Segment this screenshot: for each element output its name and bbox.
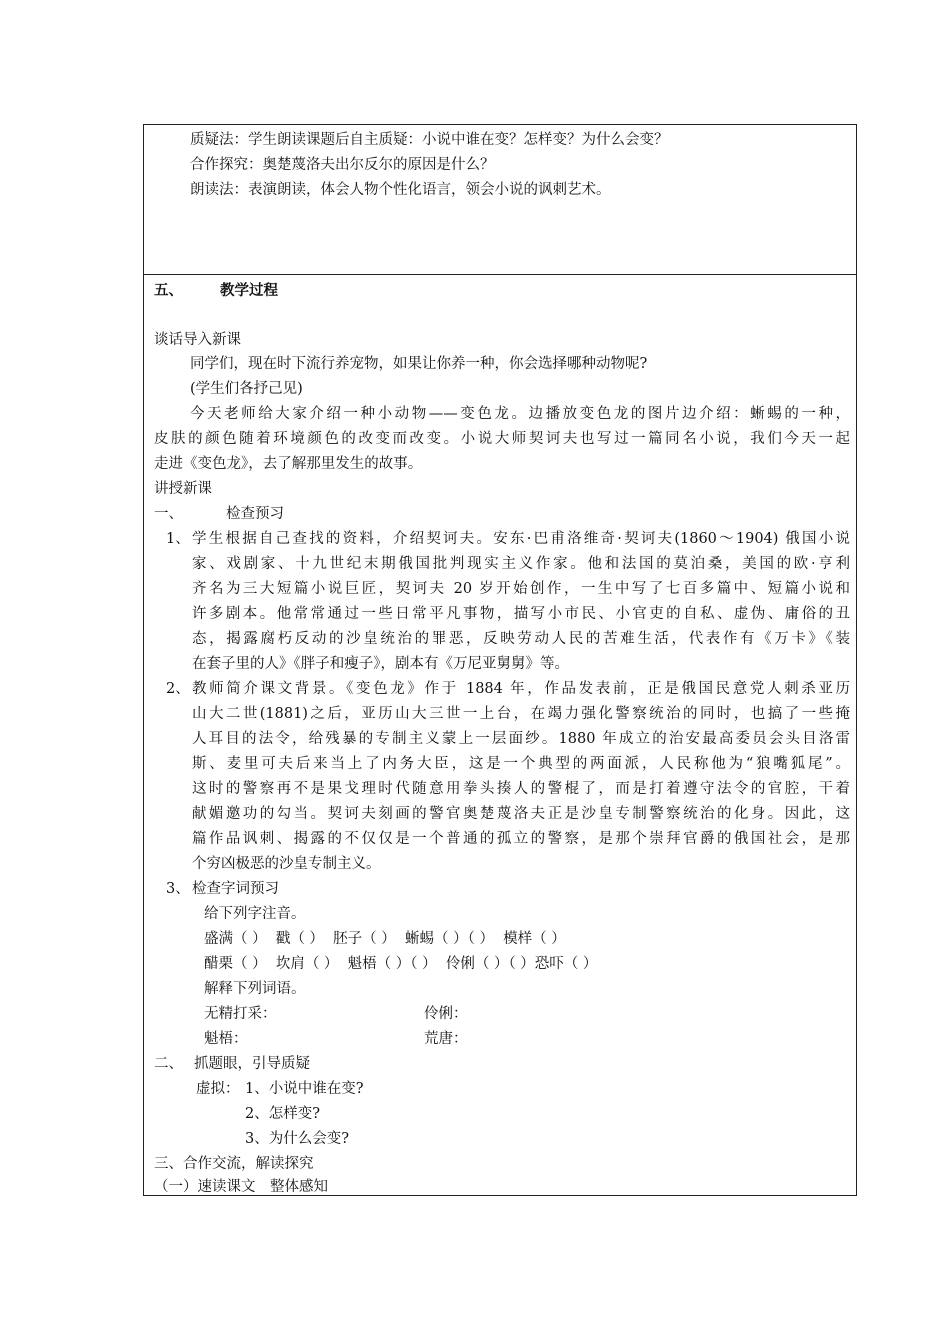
item2-line: 篇作品讽刺、揭露的不仅仅是一个普通的孤立的警察，是那个崇拜官爵的俄国社会，是那 [192, 831, 850, 847]
item2-line: 人耳目的法令，给残暴的专制主义蒙上一层面纱。1880 年成立的治安最高委员会头目洛雷 [192, 731, 850, 747]
section-title: 教学过程 [220, 282, 278, 299]
part3-subtitle: （一）速读课文 整体感知 [154, 1179, 328, 1195]
word-item: 荒唐： [424, 1031, 468, 1047]
item2-line: 斯、麦里可夫后来当上了内务大臣，这是一个典型的两面派，人民称他为“狼嘴狐尾”。 [192, 756, 850, 772]
item2-line: 这时的警察再不是果戈理时代随意用拳头揍人的警棍了，而是打着遵守法令的官腔，干着 [192, 781, 850, 797]
item1-number: 1、 [166, 531, 190, 547]
explain-prompt: 解释下列词语。 [204, 981, 306, 997]
word-item: 魁梧： [204, 1031, 248, 1047]
item2-line: 山大二世(1881)之后，亚历山大三世一上台，在竭力强化警察统治的同时，也搞了一些掩 [192, 706, 850, 722]
intro-paragraph-3-line: 走进《变色龙》，去了解那里发生的故事。 [154, 456, 423, 472]
item1-line: 学生根据自己查找的资料，介绍契诃夫。安东·巴甫洛维奇·契诃夫(1860～1904) 俄国小说 [192, 531, 850, 547]
word-item: 伶俐： [424, 1006, 468, 1022]
method-cooperation: 合作探究：奥楚蔑洛夫出尔反尔的原因是什么？ [190, 157, 495, 173]
lesson-plan-table [143, 124, 857, 1196]
item2-number: 2、 [166, 681, 190, 697]
question-item: 2、怎样变? [245, 1106, 320, 1122]
method-questioning: 质疑法：学生朗读课题后自主质疑：小说中谁在变？怎样变？为什么会变？ [190, 132, 669, 148]
part2-number: 二、 [154, 1056, 183, 1072]
word-item: 无精打采： [204, 1006, 277, 1022]
intro-heading: 谈话导入新课 [154, 332, 241, 348]
item2-line: 教师简介课文背景。《变色龙》作于 1884 年，作品发表前，正是俄国民意党人刺杀亚历 [192, 681, 850, 697]
item1-line: 态，揭露腐朽反动的沙皇统治的罪恶，反映劳动人民的苦难生活，代表作有《万卡》《装 [192, 631, 850, 647]
item3-number: 3、 [166, 881, 190, 897]
part1-title: 检查预习 [226, 506, 284, 522]
part2-title: 抓题眼，引导质疑 [194, 1056, 310, 1072]
pinyin-row-2: 醋栗（ ） 坎肩（ ） 魁梧（ ）（ ） 伶俐（ ）（ ）恐吓（ ） [204, 956, 598, 972]
part3-title: 三、合作交流，解读探究 [154, 1156, 314, 1172]
question-item: 1、小说中谁在变? [245, 1081, 364, 1097]
item1-line: 齐名为三大短篇小说巨匠，契诃夫 20 岁开始创作，一生中写了七百多篇中、短篇小说和 [192, 581, 850, 597]
item3-title: 检查字词预习 [192, 881, 279, 897]
item1-line: 许多剧本。他常常通过一些日常平凡事物，描写小市民、小官吏的自私、虚伪、庸俗的丑 [192, 606, 850, 622]
intro-paragraph-3-line: 皮肤的颜色随着环境颜色的改变而改变。小说大师契诃夫也写过一篇同名小说，我们今天一起 [154, 431, 850, 447]
pinyin-row-1: 盛满（ ） 戳（ ） 胚子（ ） 蜥蜴（ ）（ ） 模样（ ） [204, 931, 566, 947]
item2-line: 个穷凶极恶的沙皇专制主义。 [192, 856, 381, 872]
question-item: 3、为什么会变? [245, 1131, 349, 1147]
item1-line: 家、戏剧家、十九世纪末期俄国批判现实主义作家。他和法国的莫泊桑，美国的欧·亨利 [192, 556, 850, 572]
part1-number: 一、 [154, 506, 183, 522]
method-reading: 朗读法：表演朗读，体会人物个性化语言，领会小说的讽刺艺术。 [190, 182, 611, 198]
question-label: 虚拟： [196, 1081, 240, 1097]
item1-line: 在套子里的人》《胖子和瘦子》，剧本有《万尼亚舅舅》等。 [192, 656, 569, 672]
item2-line: 献媚邀功的勾当。契诃夫刻画的警官奥楚蔑洛夫正是沙皇专制警察统治的化身。因此，这 [192, 806, 850, 822]
intro-paragraph-2: (学生们各抒己见) [190, 381, 303, 397]
section-number: 五、 [154, 282, 183, 299]
pinyin-prompt: 给下列字注音。 [204, 906, 306, 922]
intro-paragraph-3-line: 今天老师给大家介绍一种小动物——变色龙。边播放变色龙的图片边介绍：蜥蜴的一种， [190, 406, 850, 422]
methods-cell [144, 125, 856, 275]
teaching-process-cell [144, 275, 856, 1195]
teach-heading: 讲授新课 [154, 481, 212, 497]
intro-paragraph-1: 同学们，现在时下流行养宠物，如果让你养一种，你会选择哪种动物呢? [190, 356, 648, 372]
